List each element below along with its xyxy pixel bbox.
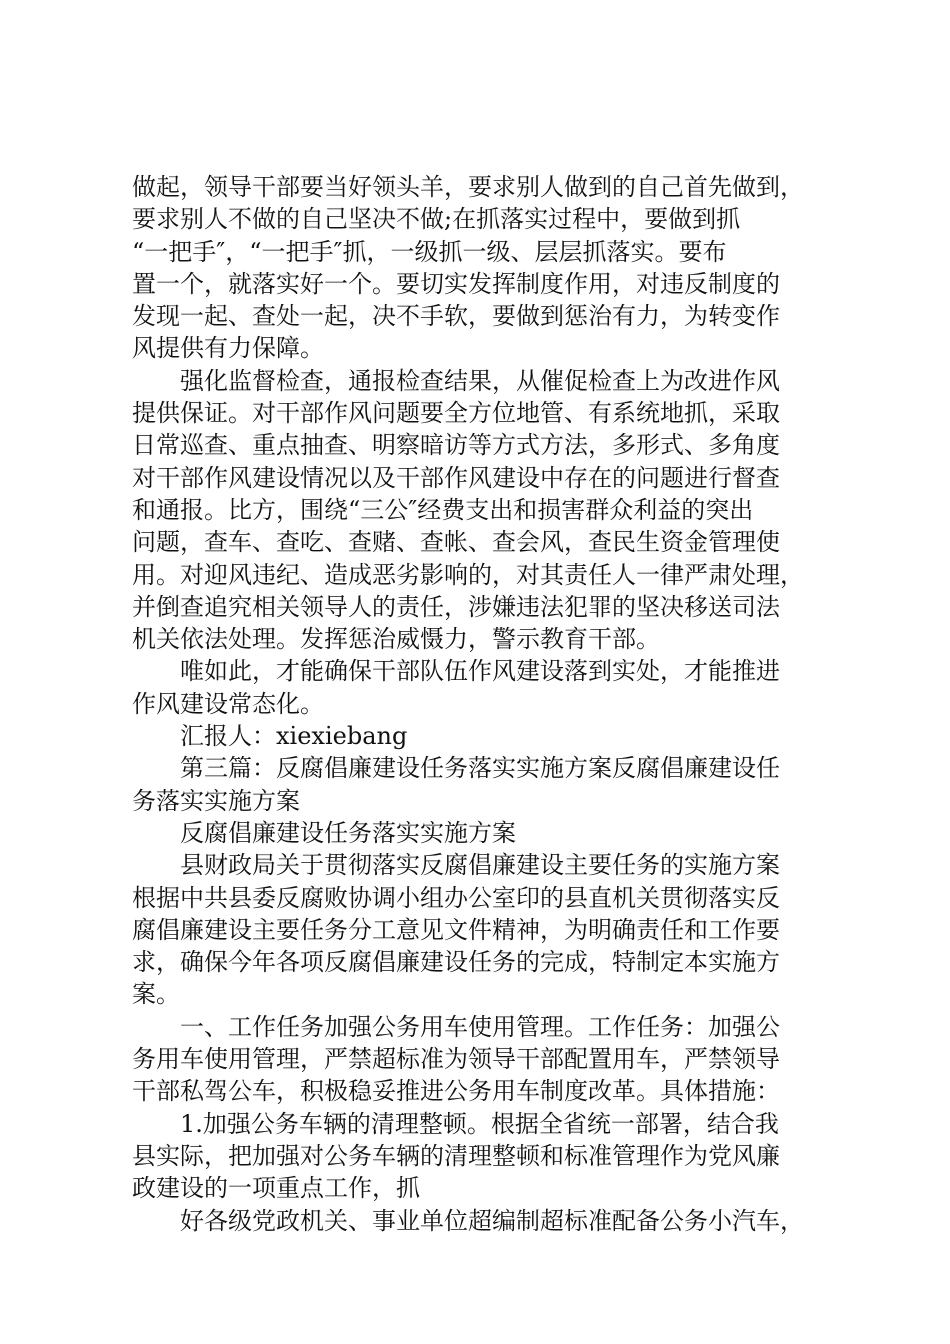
paragraph-start: 强化监督检查，通报检查结果，从催促检查上为改进作风 [180, 366, 780, 395]
document-body [132, 171, 832, 1237]
paragraph-start: 唯如此，才能确保干部队伍作风建设落到实处，才能推进 [180, 657, 780, 686]
text-line: 务用车使用管理，严禁超标准为领导干部配置用车，严禁领导 [132, 1045, 780, 1074]
text-line: 日常巡查、重点抽查、明察暗访等方式方法，多形式、多角度 [132, 431, 780, 460]
text-line: 风提供有力保障。 [132, 334, 324, 363]
text-line: 对干部作风建设情况以及干部作风建设中存在的问题进行督查 [132, 463, 780, 492]
text-line: 要求别人不做的自己坚决不做;在抓落实过程中，要做到抓 [132, 205, 741, 234]
text-line: 政建设的一项重点工作，抓 [132, 1174, 420, 1203]
text-line: 用。对迎风违纪、造成恶劣影响的，对其责任人一律严肃处理， [132, 560, 804, 589]
paragraph-start: 一、工作任务加强公务用车使用管理。工作任务：加强公 [180, 1012, 780, 1041]
text-line: 根据中共县委反腐败协调小组办公室印的县直机关贯彻落实反 [132, 883, 780, 912]
section-heading: 第三篇：反腐倡廉建设任务落实实施方案反腐倡廉建设任 [180, 754, 780, 783]
text-line: 提供保证。对干部作风问题要全方位地管、有系统地抓，采取 [132, 399, 780, 428]
section-heading-cont: 务落实实施方案 [132, 786, 300, 815]
plan-subtitle: 县财政局关于贯彻落实反腐倡廉建设主要任务的实施方案 [180, 851, 780, 880]
text-line: 并倒查追究相关领导人的责任，涉嫌违法犯罪的坚决移送司法 [132, 592, 780, 621]
plan-title: 反腐倡廉建设任务落实实施方案 [180, 818, 516, 847]
text-line: 发现一起、查处一起，决不手软，要做到惩治有力，为转变作 [132, 302, 780, 331]
text-line: 问题，查车、查吃、查赌、查帐、查会风，查民生资金管理使 [132, 528, 780, 557]
paragraph-start: 好各级党政机关、事业单位超编制超标准配备公务小汽车， [180, 1206, 804, 1235]
text-line: 机关依法处理。发挥惩治威慑力，警示教育干部。 [132, 625, 660, 654]
text-line: “一把手″，“一把手″抓，一级抓一级、层层抓落实。要布 [132, 237, 727, 266]
text-line: 案。 [132, 980, 180, 1009]
text-line: 做起，领导干部要当好领头羊，要求别人做到的自己首先做到， [132, 173, 804, 201]
reporter-line: 汇报人：xiexiebang [180, 722, 408, 751]
text-line: 置一个，就落实好一个。要切实发挥制度作用，对违反制度的 [132, 269, 780, 298]
text-line: 县实际，把加强对公务车辆的清理整顿和标准管理作为党风廉 [132, 1141, 780, 1170]
text-line: 求，确保今年各项反腐倡廉建设任务的完成，特制定本实施方 [132, 948, 780, 977]
text-line: 作风建设常态化。 [132, 689, 324, 718]
paragraph-start: 1.加强公务车辆的清理整顿。根据全省统一部署，结合我 [180, 1109, 779, 1138]
text-line: 干部私驾公车，积极稳妥推进公务用车制度改革。具体措施： [132, 1077, 780, 1106]
text-line: 和通报。比方，围绕“三公″经费支出和损害群众利益的突出 [132, 495, 754, 524]
text-line: 腐倡廉建设主要任务分工意见文件精神，为明确责任和工作要 [132, 915, 780, 944]
